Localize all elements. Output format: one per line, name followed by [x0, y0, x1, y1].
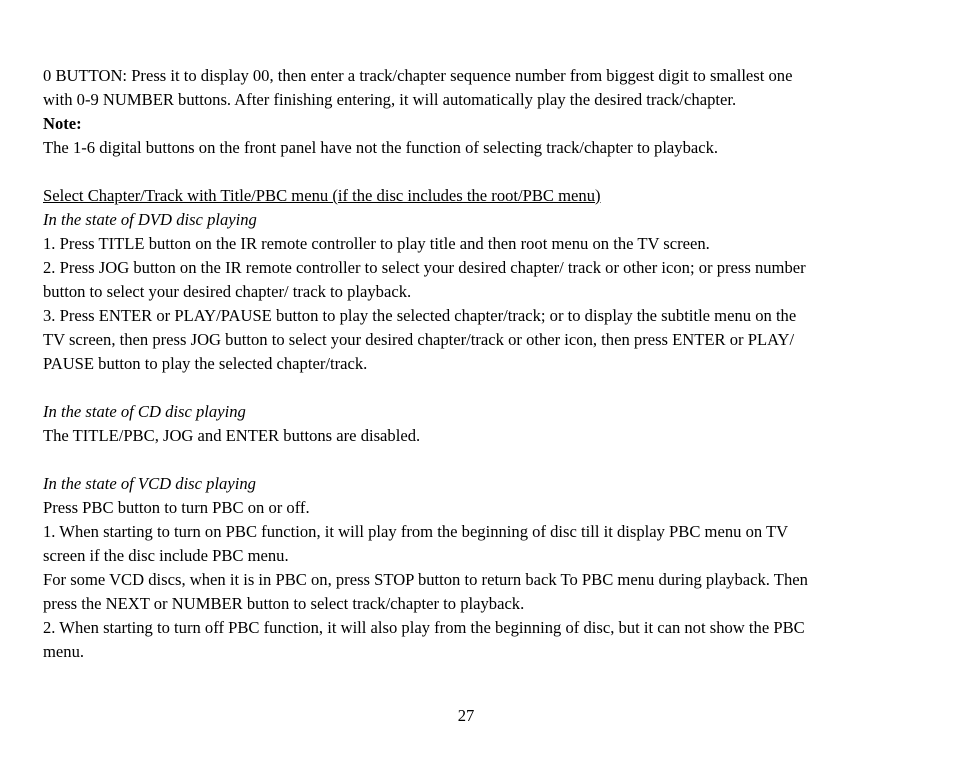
blank-line — [43, 376, 913, 400]
paragraph-line: For some VCD discs, when it is in PBC on, press STOP button to return back To PBC menu during playback. Then — [43, 570, 808, 589]
paragraph-line: menu. — [43, 642, 85, 661]
paragraph-line: Press PBC button to turn PBC on or off. — [43, 498, 310, 517]
document-page — [43, 64, 913, 664]
blank-line — [43, 448, 913, 472]
title-pbc-section — [43, 184, 913, 376]
page-number: 27 — [457, 706, 475, 725]
section-heading: Select Chapter/Track with Title/PBC menu (if the disc includes the root/PBC menu) — [43, 186, 601, 205]
paragraph-line: button to select your desired chapter/ track to playback. — [43, 282, 412, 301]
vcd-section — [43, 472, 913, 664]
paragraph-line: screen if the disc include PBC menu. — [43, 546, 289, 565]
cd-subheading: In the state of CD disc playing — [43, 402, 246, 421]
vcd-subheading: In the state of VCD disc playing — [43, 474, 256, 493]
paragraph-line: 1. When starting to turn on PBC function, it will play from the beginning of disc till it display PBC menu on TV — [43, 522, 789, 541]
blank-line — [43, 160, 913, 184]
paragraph-line: press the NEXT or NUMBER button to select track/chapter to playback. — [43, 594, 525, 613]
note-text: The 1-6 digital buttons on the front panel have not the function of selecting track/chapter to playback. — [43, 138, 719, 157]
paragraph-line: PAUSE button to play the selected chapter/track. — [43, 354, 368, 373]
cd-section — [43, 400, 913, 448]
paragraph-line: 0 BUTTON: Press it to display 00, then enter a track/chapter sequence number from biggest digit to smallest one — [43, 66, 793, 85]
note-heading: Note: — [43, 114, 82, 133]
paragraph-line: 1. Press TITLE button on the IR remote controller to play title and then root menu on the TV screen. — [43, 234, 710, 253]
paragraph-line: 2. Press JOG button on the IR remote controller to select your desired chapter/ track or other icon; or press number — [43, 258, 806, 277]
zero-button-section — [43, 64, 913, 160]
paragraph-line: 2. When starting to turn off PBC function, it will also play from the beginning of disc, but it can not show the PBC — [43, 618, 805, 637]
paragraph-line: TV screen, then press JOG button to select your desired chapter/track or other icon, then press ENTER or PLAY/ — [43, 330, 795, 349]
paragraph-line: 3. Press ENTER or PLAY/PAUSE button to play the selected chapter/track; or to display the subtitle menu on the — [43, 306, 797, 325]
dvd-subheading: In the state of DVD disc playing — [43, 210, 257, 229]
paragraph-line: with 0-9 NUMBER buttons. After finishing entering, it will automatically play the desired track/chapter. — [43, 90, 737, 109]
paragraph-line: The TITLE/PBC, JOG and ENTER buttons are disabled. — [43, 426, 421, 445]
